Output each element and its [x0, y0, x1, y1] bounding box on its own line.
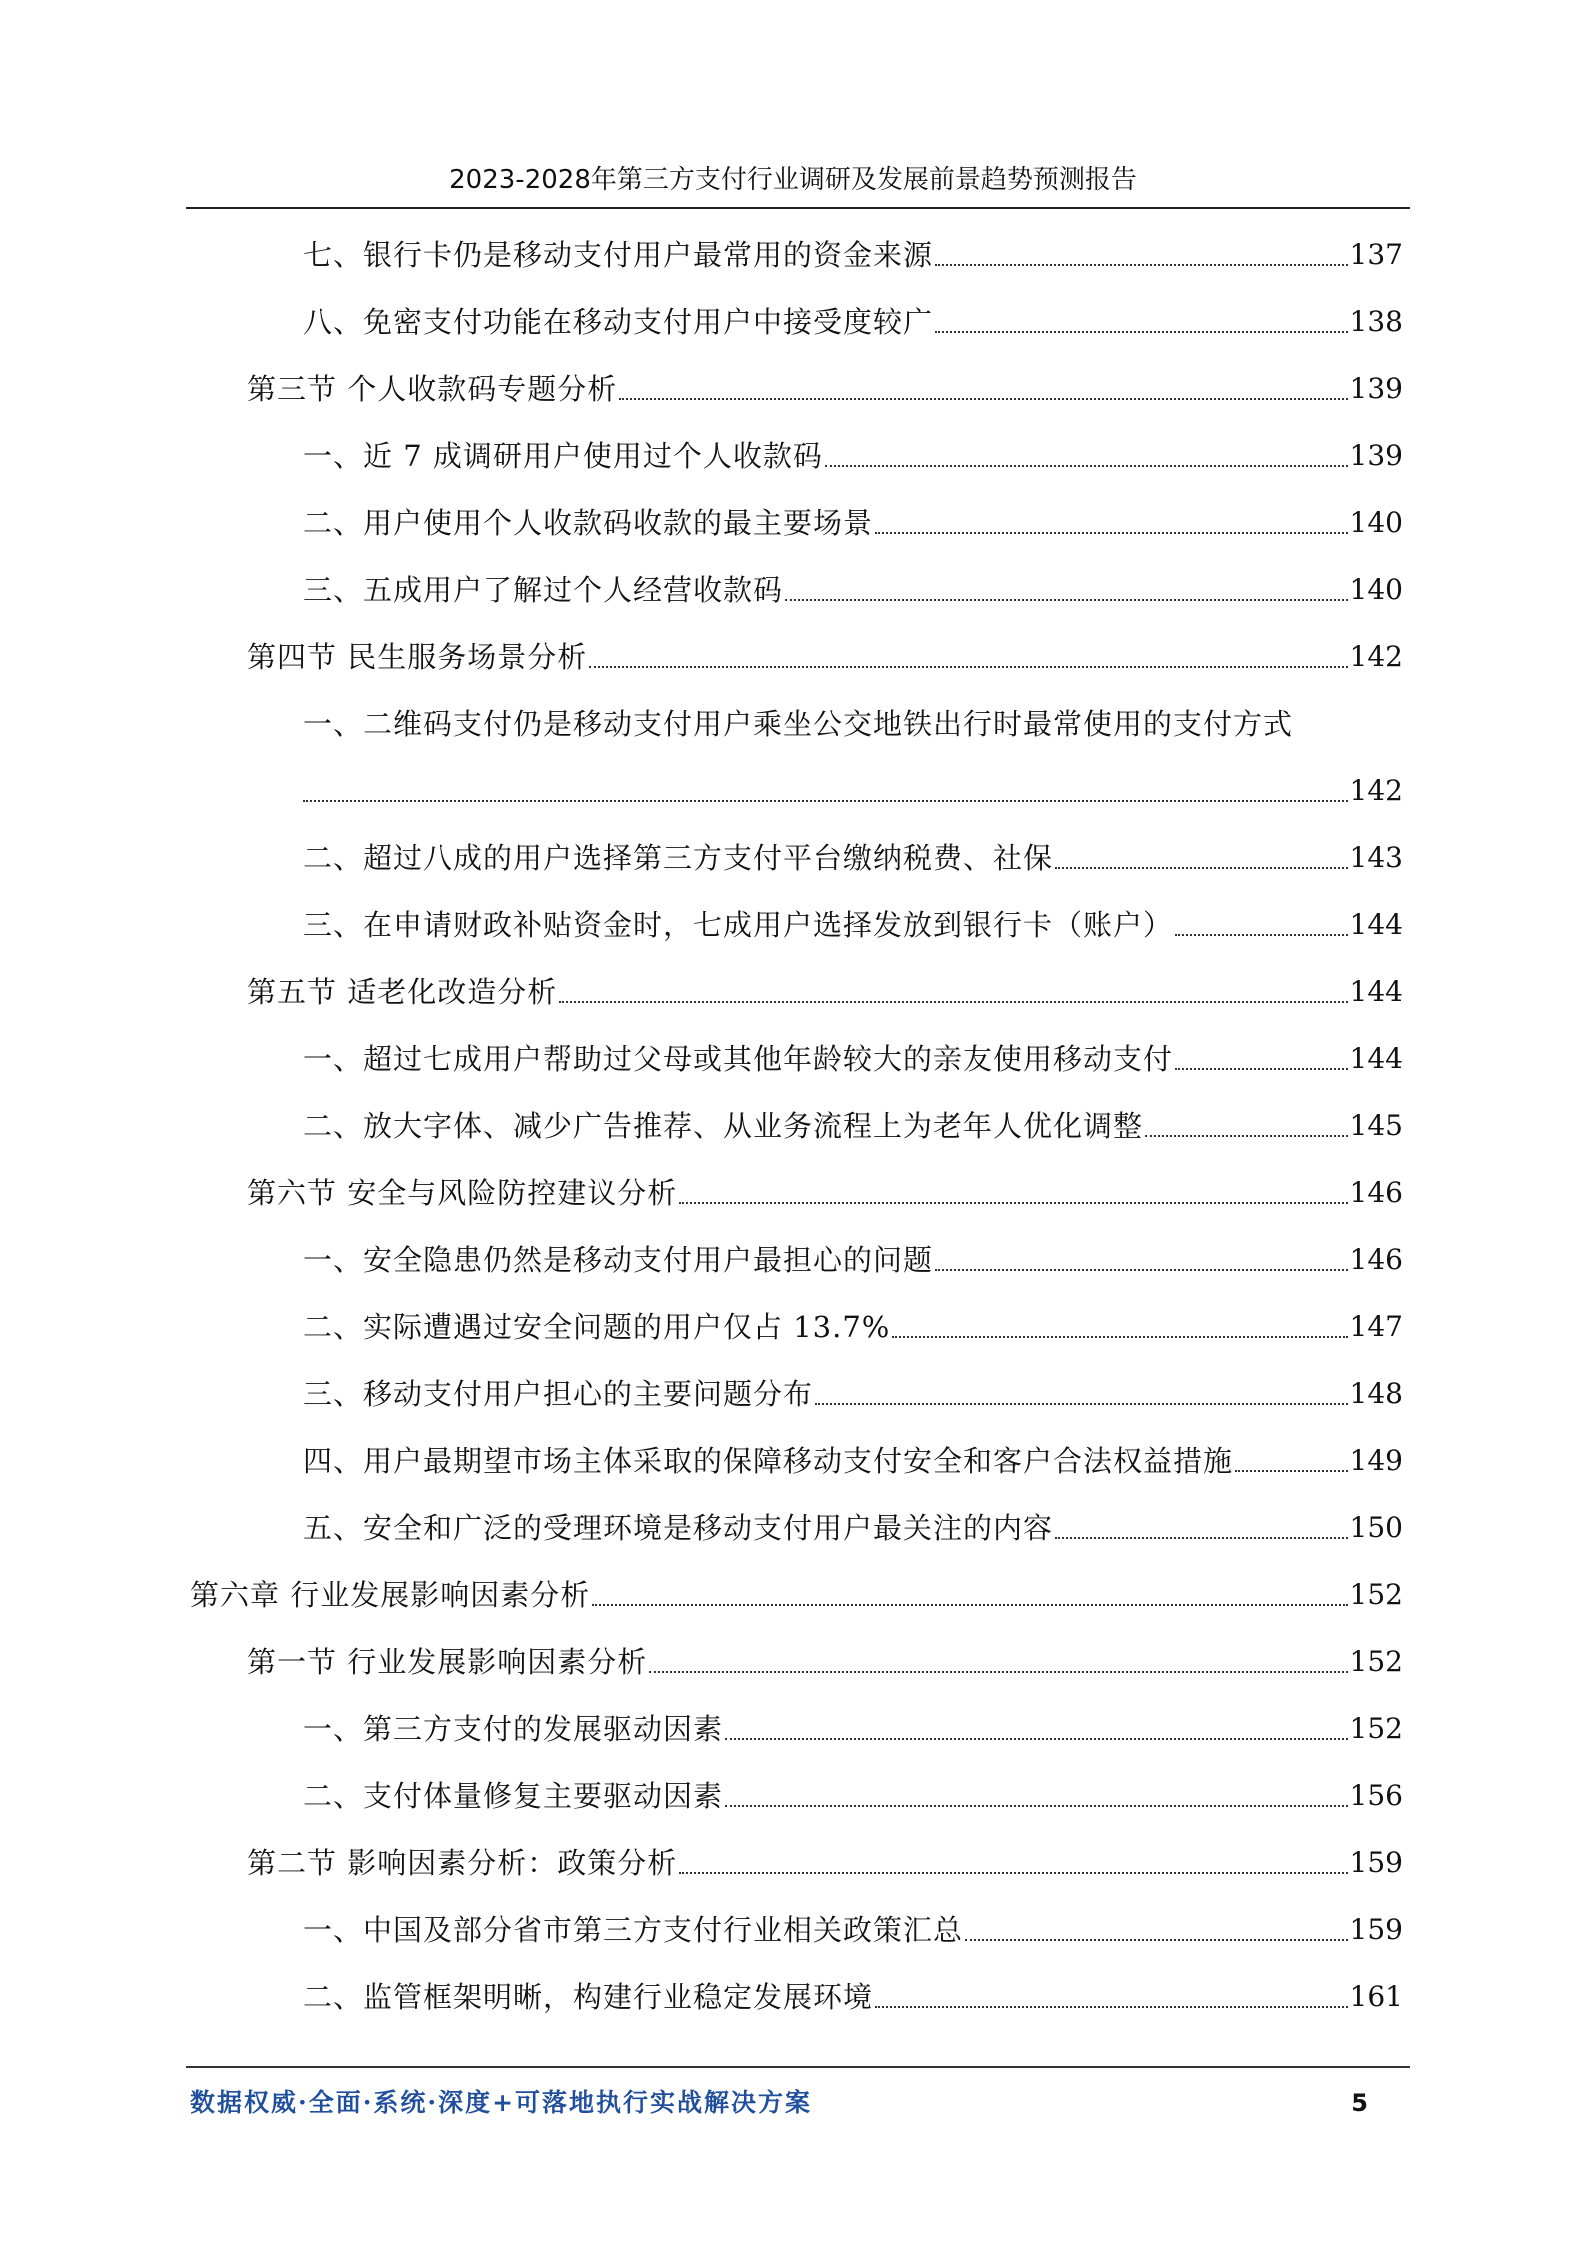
toc-entry-page: 144 — [1349, 1042, 1403, 1075]
toc-entry-page: 139 — [1349, 439, 1403, 472]
toc-entry-page: 145 — [1349, 1109, 1403, 1142]
toc-entry-page: 142 — [1349, 774, 1403, 807]
toc-entry[interactable] — [303, 1374, 1403, 1414]
toc-entry-title: 七、银行卡仍是移动支付用户最常用的资金来源 — [303, 238, 934, 272]
toc-entry-title: 八、免密支付功能在移动支付用户中接受度较广 — [303, 305, 934, 339]
toc-entry-page: 159 — [1349, 1846, 1403, 1879]
toc-entry-title: 一、超过七成用户帮助过父母或其他年龄较大的亲友使用移动支付 — [303, 1042, 1174, 1076]
toc-leader-dots — [875, 2006, 1348, 2008]
toc-entry[interactable] — [303, 1240, 1403, 1280]
toc-entry-page: 146 — [1349, 1243, 1403, 1276]
toc-entry-title: 一、第三方支付的发展驱动因素 — [303, 1712, 724, 1746]
toc-entry-page: 152 — [1349, 1578, 1403, 1611]
toc-entry-title: 第三节 个人收款码专题分析 — [247, 372, 618, 406]
toc-leader-dots — [825, 465, 1348, 467]
toc-entry-title: 二、超过八成的用户选择第三方支付平台缴纳税费、社保 — [303, 841, 1054, 875]
toc-entry-title: 二、监管框架明晰，构建行业稳定发展环境 — [303, 1980, 874, 2014]
toc-entry[interactable] — [303, 1307, 1403, 1347]
toc-entry[interactable] — [303, 905, 1403, 945]
toc-entry-title: 三、移动支付用户担心的主要问题分布 — [303, 1377, 814, 1411]
toc-leader-dots — [725, 1805, 1348, 1807]
toc-entry[interactable] — [247, 972, 1403, 1012]
toc-entry-page: 140 — [1349, 506, 1403, 539]
toc-leader-dots — [1145, 1135, 1348, 1137]
toc-entry[interactable] — [247, 637, 1403, 677]
toc-entry-title: 五、安全和广泛的受理环境是移动支付用户最关注的内容 — [303, 1511, 1054, 1545]
toc-entry[interactable] — [247, 1642, 1403, 1682]
toc-entry-title: 四、用户最期望市场主体采取的保障移动支付安全和客户合法权益措施 — [303, 1444, 1234, 1478]
toc-entry-page: 144 — [1349, 908, 1403, 941]
toc-entry[interactable] — [303, 570, 1403, 610]
toc-entry-page: 146 — [1349, 1176, 1403, 1209]
toc-entry-page: 142 — [1349, 640, 1403, 673]
toc-leader-dots — [892, 1336, 1347, 1338]
toc-leader-dots — [589, 666, 1347, 668]
toc-entry-page: 152 — [1349, 1645, 1403, 1678]
toc-entry-title: 一、安全隐患仍然是移动支付用户最担心的问题 — [303, 1243, 934, 1277]
toc-leader-dots — [679, 1202, 1347, 1204]
toc-entry[interactable] — [303, 436, 1403, 476]
toc-entry-page: 149 — [1349, 1444, 1403, 1477]
toc-leader-dots — [559, 1001, 1347, 1003]
toc-entry-continuation — [303, 771, 1403, 811]
toc-leader-dots — [875, 532, 1348, 534]
toc-entry-page: 161 — [1349, 1980, 1403, 2013]
toc-entry-title: 三、在申请财政补贴资金时，七成用户选择发放到银行卡（账户） — [303, 908, 1174, 942]
footer-divider — [186, 2066, 1410, 2068]
toc-leader-dots — [592, 1604, 1347, 1606]
toc-entry-page: 137 — [1349, 238, 1403, 271]
toc-entry[interactable] — [247, 1843, 1403, 1883]
toc-entry-title: 第六章 行业发展影响因素分析 — [190, 1578, 591, 1612]
toc-leader-dots — [935, 331, 1348, 333]
toc-entry[interactable] — [303, 1709, 1403, 1749]
page-number: 5 — [1351, 2089, 1368, 2117]
toc-entry[interactable] — [190, 1575, 1403, 1615]
toc-entry-page: 144 — [1349, 975, 1403, 1008]
toc-leader-dots — [815, 1403, 1348, 1405]
toc-entry-title: 第四节 民生服务场景分析 — [247, 640, 588, 674]
toc-entry-title: 第五节 适老化改造分析 — [247, 975, 558, 1009]
toc-entry[interactable] — [247, 1173, 1403, 1213]
toc-leader-dots — [935, 264, 1348, 266]
toc-entry[interactable] — [303, 838, 1403, 878]
toc-entry-page: 143 — [1349, 841, 1403, 874]
toc-entry[interactable] — [303, 1910, 1403, 1950]
toc-entry-title: 二、放大字体、减少广告推荐、从业务流程上为老年人优化调整 — [303, 1109, 1144, 1143]
toc-entry-title: 二、用户使用个人收款码收款的最主要场景 — [303, 506, 874, 540]
toc-entry-page: 147 — [1349, 1310, 1403, 1343]
toc-entry-page: 139 — [1349, 372, 1403, 405]
toc-leader-dots — [1175, 934, 1348, 936]
toc-entry-page: 140 — [1349, 573, 1403, 606]
toc-entry[interactable] — [303, 1508, 1403, 1548]
footer-slogan: 数据权威·全面·系统·深度+可落地执行实战解决方案 — [190, 2088, 813, 2117]
toc-entry[interactable] — [303, 1441, 1403, 1481]
toc-entry[interactable] — [303, 302, 1403, 342]
toc-leader-dots — [1235, 1470, 1348, 1472]
toc-entry-title: 第一节 行业发展影响因素分析 — [247, 1645, 648, 1679]
toc-leader-dots — [679, 1872, 1347, 1874]
toc-entry-title: 二、支付体量修复主要驱动因素 — [303, 1779, 724, 1813]
toc-leader-dots — [965, 1939, 1348, 1941]
toc-entry-page: 150 — [1349, 1511, 1403, 1544]
toc-leader-dots — [1055, 867, 1348, 869]
toc-entry-title: 第二节 影响因素分析：政策分析 — [247, 1846, 678, 1880]
toc-leader-dots — [935, 1269, 1348, 1271]
toc-entry-page: 159 — [1349, 1913, 1403, 1946]
document-title: 2023-2028年第三方支付行业调研及发展前景趋势预测报告 — [449, 165, 1137, 195]
toc-entry-title: 一、二维码支付仍是移动支付用户乘坐公交地铁出行时最常使用的支付方式 — [303, 707, 1294, 741]
toc-leader-dots — [725, 1738, 1348, 1740]
toc-entry-title: 一、近 7 成调研用户使用过个人收款码 — [303, 439, 823, 473]
toc-leader-dots — [1175, 1068, 1348, 1070]
toc-entry[interactable] — [303, 1776, 1403, 1816]
toc-entry-title: 三、五成用户了解过个人经营收款码 — [303, 573, 784, 607]
toc-entry-title: 二、实际遭遇过安全问题的用户仅占 13.7% — [303, 1310, 891, 1344]
toc-leader-dots — [649, 1671, 1347, 1673]
toc-leader-dots — [619, 398, 1347, 400]
toc-entry[interactable] — [303, 1977, 1403, 2017]
toc-leader-dots — [1055, 1537, 1348, 1539]
toc-entry-page: 152 — [1349, 1712, 1403, 1745]
toc-entry[interactable] — [303, 503, 1403, 543]
toc-entry-title: 一、中国及部分省市第三方支付行业相关政策汇总 — [303, 1913, 964, 1947]
toc-entry[interactable] — [303, 1106, 1403, 1146]
toc-entry-page: 156 — [1349, 1779, 1403, 1812]
toc-entry[interactable] — [303, 235, 1403, 275]
toc-entry-title: 第六节 安全与风险防控建议分析 — [247, 1176, 678, 1210]
toc-entry-page: 138 — [1349, 305, 1403, 338]
toc-leader-dots — [303, 800, 1348, 802]
toc-entry-page: 148 — [1349, 1377, 1403, 1410]
toc-entry[interactable] — [303, 1039, 1403, 1079]
toc-leader-dots — [785, 599, 1348, 601]
toc-entry[interactable] — [247, 369, 1403, 409]
